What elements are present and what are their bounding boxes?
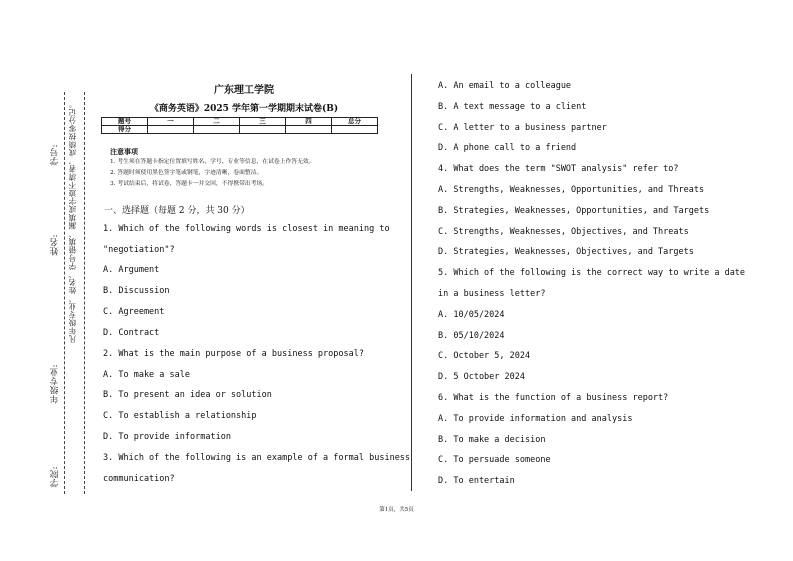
score-input-cell[interactable] (194, 126, 240, 134)
answer-option: B. Discussion (103, 286, 170, 296)
question-text: 3. Which of the following is an example of a formal business (103, 453, 411, 463)
answer-option: C. Agreement (103, 307, 165, 317)
answer-option: C. To establish a relationship (103, 411, 257, 421)
question-text: 4. What does the term "SWOT analysis" refer to? (438, 164, 679, 175)
score-table-score-row (102, 126, 378, 134)
question-text: 1. Which of the following words is closest in meaning to (103, 224, 390, 234)
name-label: 姓名: (50, 234, 60, 256)
answer-option: D. To provide information (103, 432, 231, 442)
answer-option: B. To make a decision (438, 434, 546, 445)
answer-option: B. 05/10/2024 (438, 330, 505, 341)
score-cell: 一 (148, 118, 194, 126)
answer-option: D. A phone call to a friend (438, 143, 577, 154)
question-text: communication? (103, 474, 175, 484)
notes-item: 1. 考生须在答题卡指定位置填写姓名、学号、专业等信息，在试卷上作答无效。 (110, 159, 315, 165)
question-text: "negotiation"? (103, 245, 175, 255)
answer-option: D. Contract (103, 328, 160, 338)
answer-option: A. An email to a colleague (438, 81, 572, 91)
question-text: in a business letter? (438, 289, 546, 299)
seal-line-outer (64, 92, 65, 494)
college-label: 学院: (50, 466, 60, 488)
seal-line-inner (84, 92, 85, 494)
question-text: 5. Which of the following is the correct way to write a date (438, 268, 746, 279)
answer-option: D. 5 October 2024 (438, 372, 525, 383)
answer-option: B. Strategies, Weaknesses, Opportunities, and Targets (438, 205, 710, 216)
school-name: 广东理工学院 (214, 85, 274, 96)
answer-option: A. To make a sale (103, 370, 190, 380)
question-text: 6. What is the function of a business report? (438, 393, 669, 403)
sidebar-instruction: 凡年级专业、姓名、学号错填、漏填或字迹不清者，成绩按零分记。 (68, 100, 77, 343)
notes-title: 注意事项 (110, 147, 138, 156)
exam-title: 《商务英语》2025 学年第一学期期末试卷(B) (149, 104, 339, 114)
score-input-cell[interactable] (240, 126, 286, 134)
question-text: 2. What is the main purpose of a business proposal? (103, 349, 364, 359)
page-number: 第1页，共5页 (379, 507, 414, 513)
answer-option: C. To persuade someone (438, 455, 551, 466)
score-input-cell[interactable] (332, 126, 378, 134)
score-cell: 总分 (332, 118, 378, 126)
score-cell: 三 (240, 118, 286, 126)
section-heading: 一、选择题（每题 2 分，共 30 分） (104, 206, 250, 216)
answer-option: D. To entertain (438, 476, 515, 487)
score-input-cell[interactable] (286, 126, 332, 134)
answer-option: A. To provide information and analysis (438, 413, 633, 424)
answer-option: C. October 5, 2024 (438, 351, 531, 362)
notes-item: 3. 考试结束后，将试卷、答题卡一并交回，不得携带出考场。 (110, 181, 269, 187)
score-cell: 题号 (102, 118, 148, 126)
answer-option: C. Strengths, Weaknesses, Objectives, and Threats (438, 226, 689, 237)
score-table-header-row (102, 118, 378, 126)
score-cell: 二 (194, 118, 240, 126)
score-cell: 四 (286, 118, 332, 126)
answer-option: D. Strategies, Weaknesses, Objectives, and Targets (438, 247, 694, 258)
exam-notes (110, 146, 314, 190)
score-table (101, 117, 378, 134)
answer-option: A. 10/05/2024 (438, 309, 505, 320)
score-input-cell[interactable] (148, 126, 194, 134)
major-label: 年级专业: (50, 364, 60, 404)
student-id-label: 学号: (50, 144, 60, 166)
column-divider (411, 74, 412, 491)
answer-option: B. To present an idea or solution (103, 390, 272, 400)
answer-option: A. Argument (103, 265, 160, 275)
score-cell: 得分 (102, 126, 148, 134)
binding-margin (44, 92, 89, 494)
answer-option: C. A letter to a business partner (438, 122, 607, 133)
answer-option: B. A text message to a client (438, 101, 587, 112)
answer-option: A. Strengths, Weaknesses, Opportunities, and Threats (438, 185, 705, 195)
notes-item: 2. 答题时须使用黑色签字笔或钢笔，字迹清晰，卷面整洁。 (110, 170, 263, 176)
